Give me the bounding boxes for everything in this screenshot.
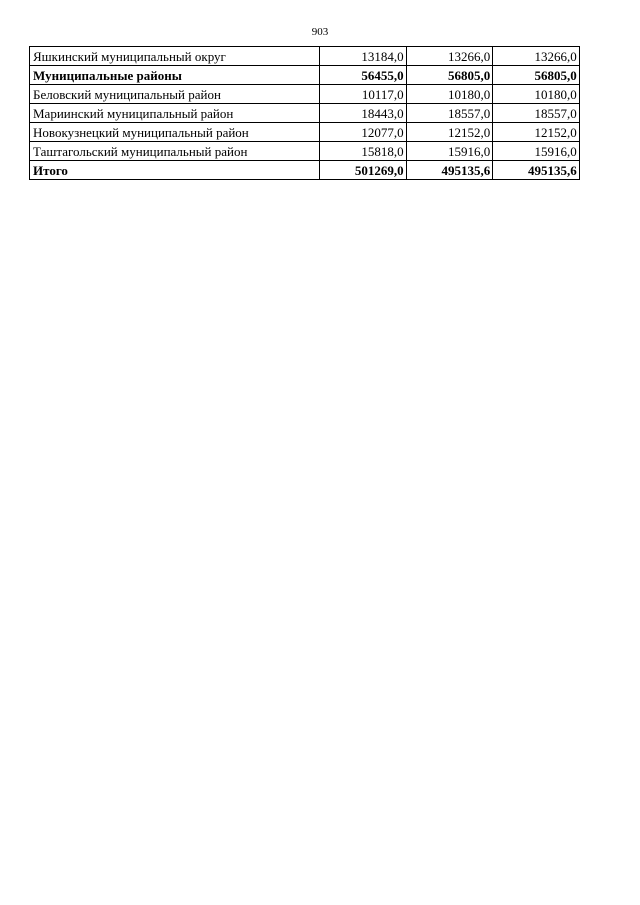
page-number: 903 xyxy=(311,26,329,38)
row-value-2-cell: 12152,0 xyxy=(406,123,493,142)
table-row xyxy=(30,142,580,161)
row-name-cell: Итого xyxy=(30,161,320,180)
row-name-cell: Мариинский муниципальный район xyxy=(30,104,320,123)
row-value-3-cell: 495135,6 xyxy=(493,161,580,180)
row-value-1-cell: 13184,0 xyxy=(320,47,407,66)
row-value-1-cell: 15818,0 xyxy=(320,142,407,161)
row-value-2-cell: 10180,0 xyxy=(406,85,493,104)
budget-table xyxy=(29,46,580,180)
table-row xyxy=(30,66,580,85)
row-value-1-cell: 10117,0 xyxy=(320,85,407,104)
row-value-1-cell: 18443,0 xyxy=(320,104,407,123)
row-value-3-cell: 13266,0 xyxy=(493,47,580,66)
table-body xyxy=(30,47,580,180)
row-value-1-cell: 12077,0 xyxy=(320,123,407,142)
row-value-2-cell: 13266,0 xyxy=(406,47,493,66)
row-name-cell: Яшкинский муниципальный округ xyxy=(30,47,320,66)
row-name-cell: Муниципальные районы xyxy=(30,66,320,85)
row-value-2-cell: 56805,0 xyxy=(406,66,493,85)
row-value-3-cell: 56805,0 xyxy=(493,66,580,85)
row-value-2-cell: 18557,0 xyxy=(406,104,493,123)
row-value-1-cell: 56455,0 xyxy=(320,66,407,85)
row-value-1-cell: 501269,0 xyxy=(320,161,407,180)
row-name-cell: Новокузнецкий муниципальный район xyxy=(30,123,320,142)
row-value-3-cell: 10180,0 xyxy=(493,85,580,104)
table-row xyxy=(30,104,580,123)
table-row xyxy=(30,123,580,142)
row-value-3-cell: 15916,0 xyxy=(493,142,580,161)
row-value-3-cell: 12152,0 xyxy=(493,123,580,142)
table-row xyxy=(30,161,580,180)
row-name-cell: Таштагольский муниципальный район xyxy=(30,142,320,161)
row-value-2-cell: 15916,0 xyxy=(406,142,493,161)
row-name-cell: Беловский муниципальный район xyxy=(30,85,320,104)
row-value-3-cell: 18557,0 xyxy=(493,104,580,123)
row-value-2-cell: 495135,6 xyxy=(406,161,493,180)
table-row xyxy=(30,85,580,104)
table-row xyxy=(30,47,580,66)
